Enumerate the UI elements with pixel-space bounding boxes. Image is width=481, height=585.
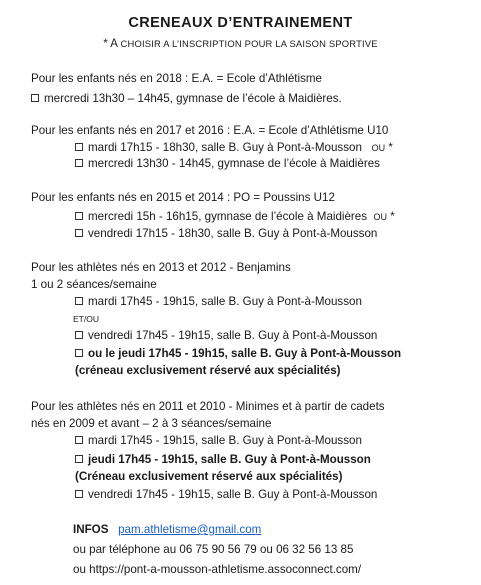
section-2017-slot-1: mardi 17h15 - 18h30, salle B. Guy à Pont-à-Mousson OU * [75,141,393,155]
section-2018-slot-1: mercredi 13h30 – 14h45, gymnase de l’école à Maidières. [31,92,342,106]
infos-website[interactable]: ou https://pont-a-mousson-athletisme.assoconnect.com/ [73,563,362,576]
subtitle-text: CHOISIR A L’INSCRIPTION POUR LA SAISON SPORTIVE [120,38,378,49]
section-2011-sessions: nés en 2009 et avant – 2 à 3 séances/semaine [31,417,272,430]
section-2011-note: (Créneau exclusivement réservé aux spécialités) [75,470,343,483]
checkbox-icon [75,143,83,151]
checkbox-icon [75,331,83,339]
infos-label: INFOS [73,523,109,536]
section-2013-heading: Pour les athlètes nés en 2013 et 2012 - Benjamins [31,261,291,274]
section-2013-etou: ET/OU [73,314,99,324]
subtitle-star: * A [103,38,121,50]
section-2017-heading: Pour les enfants nés en 2017 et 2016 : E.A. = Ecole d’Athlétisme U10 [31,124,389,137]
section-2018-heading: Pour les enfants nés en 2018 : E.A. = Ecole d’Athlétisme [31,72,322,85]
section-2011-slot-2: jeudi 17h45 - 19h15, salle B. Guy à Pont-à-Mousson [75,453,371,467]
section-2011-slot-1: mardi 17h45 - 19h15, salle B. Guy à Pont-à-Mousson [75,434,362,448]
checkbox-icon [75,455,83,463]
checkbox-icon [75,212,83,220]
infos-phone: ou par téléphone au 06 75 90 56 79 ou 06 32 56 13 85 [73,543,354,556]
section-2015-slot-2: vendredi 17h15 - 18h30, salle B. Guy à Pont-à-Mousson [75,227,377,241]
checkbox-icon [75,297,83,305]
section-2017-slot-2: mercredi 13h30 - 14h45, gymnase de l’école à Maidières [75,157,380,171]
email-link[interactable]: pam.athletisme@gmail.com [118,523,262,536]
page-subtitle [0,38,481,50]
page-title: CRENEAUX D’ENTRAINEMENT [128,15,353,31]
section-2013-slot-3: ou le jeudi 17h45 - 19h15, salle B. Guy à Pont-à-Mousson [75,347,401,361]
checkbox-icon [75,436,83,444]
checkbox-icon [31,94,39,102]
section-2011-slot-3: vendredi 17h45 - 19h15, salle B. Guy à Pont-à-Mousson [75,488,377,502]
section-2013-note: (créneau exclusivement réservé aux spécialités) [75,364,341,377]
infos-line [73,523,261,537]
section-2011-heading: Pour les athlètes nés en 2011 et 2010 - Minimes et à partir de cadets [31,400,385,413]
checkbox-icon [75,229,83,237]
checkbox-icon [75,159,83,167]
section-2015-slot-1: mercredi 15h - 16h15, gymnase de l’école à Maidières OU * [75,210,395,224]
section-2013-slot-2: vendredi 17h45 - 19h15, salle B. Guy à Pont-à-Mousson [75,329,377,343]
section-2013-slot-1: mardi 17h45 - 19h15, salle B. Guy à Pont-à-Mousson [75,295,362,309]
checkbox-icon [75,349,83,357]
section-2015-heading: Pour les enfants nés en 2015 et 2014 : PO = Poussins U12 [31,191,335,204]
checkbox-icon [75,490,83,498]
section-2013-sessions: 1 ou 2 séances/semaine [31,278,157,291]
